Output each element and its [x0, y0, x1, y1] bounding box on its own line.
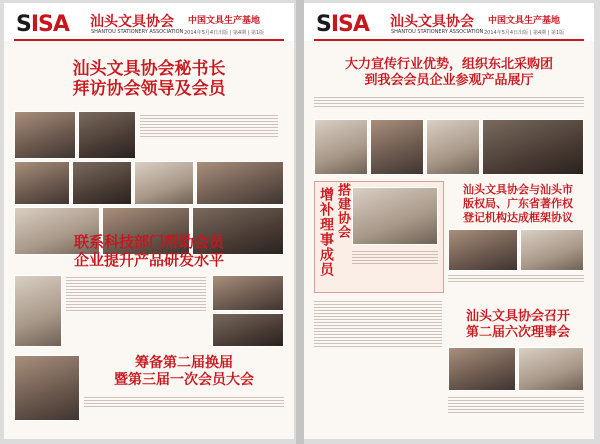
- photo: [426, 119, 480, 175]
- headline-tech-research: 联系科技部门帮助会员 企业提升产品研发水平: [73, 233, 224, 269]
- article-text: [314, 95, 584, 109]
- photo: [14, 161, 70, 205]
- logo: SISA: [316, 12, 369, 37]
- article-text: [314, 299, 442, 349]
- vertical-title-1: 增补理事成员: [318, 187, 334, 277]
- issue-info: 2014年5月4日出版 | 第4期 | 第1版: [484, 30, 565, 36]
- photo: [520, 229, 584, 271]
- article-text: [448, 273, 584, 284]
- photo: [314, 119, 368, 175]
- headline-copyright: 汕头文具协会与汕头市 版权局、广东省著作权 登记机构达成框架协议: [463, 183, 573, 224]
- headline-secretary-visit: 汕头文具协会秘书长 拜访协会领导及会员: [72, 59, 226, 99]
- photo: [518, 347, 584, 391]
- vertical-title-2: 搭建协会: [335, 183, 350, 239]
- left-page: [4, 3, 294, 439]
- article-text: [448, 395, 584, 415]
- photo: [448, 347, 516, 391]
- right-page: [304, 3, 594, 439]
- masthead-rule: [14, 39, 284, 41]
- assoc-name-en: SHANTOU STATIONERY ASSOCIATION: [91, 29, 184, 35]
- photo: [14, 355, 80, 421]
- headline-reelection-prep: 筹备第二届换届 暨第三届一次会员大会: [114, 355, 254, 388]
- assoc-name: 汕头文具协会: [390, 14, 474, 30]
- photo: [482, 119, 584, 175]
- base-tagline: 中国文具生产基地: [188, 16, 261, 26]
- headline-council-meeting: 汕头文具协会召开 第二届六次理事会: [465, 309, 570, 340]
- assoc-name-en: SHANTOU STATIONERY ASSOCIATION: [391, 29, 484, 35]
- masthead-rule: [314, 39, 584, 41]
- photo: [14, 111, 76, 159]
- masthead: [4, 3, 294, 41]
- issue-info: 2014年5月4日出版 | 第4期 | 第1版: [184, 30, 265, 36]
- photo: [212, 275, 284, 311]
- base-tagline: 中国文具生产基地: [488, 16, 561, 26]
- logo: SISA: [16, 12, 69, 37]
- article-text: [140, 113, 278, 139]
- photo: [370, 119, 424, 175]
- photo: [212, 313, 284, 347]
- article-text: [84, 395, 284, 409]
- photo: [352, 187, 438, 245]
- photo: [72, 161, 132, 205]
- article-text: [352, 249, 438, 266]
- headline-promotion: 大力宣传行业优势，组织东北采购团 到我会会员企业参观产品展厅: [344, 57, 553, 88]
- masthead: [304, 3, 594, 41]
- article-text: [66, 275, 206, 313]
- photo: [78, 111, 136, 159]
- book-spine: [296, 0, 304, 444]
- photo: [196, 161, 284, 205]
- photo: [14, 275, 62, 347]
- photo: [134, 161, 194, 205]
- assoc-name: 汕头文具协会: [90, 14, 174, 30]
- photo: [448, 229, 518, 271]
